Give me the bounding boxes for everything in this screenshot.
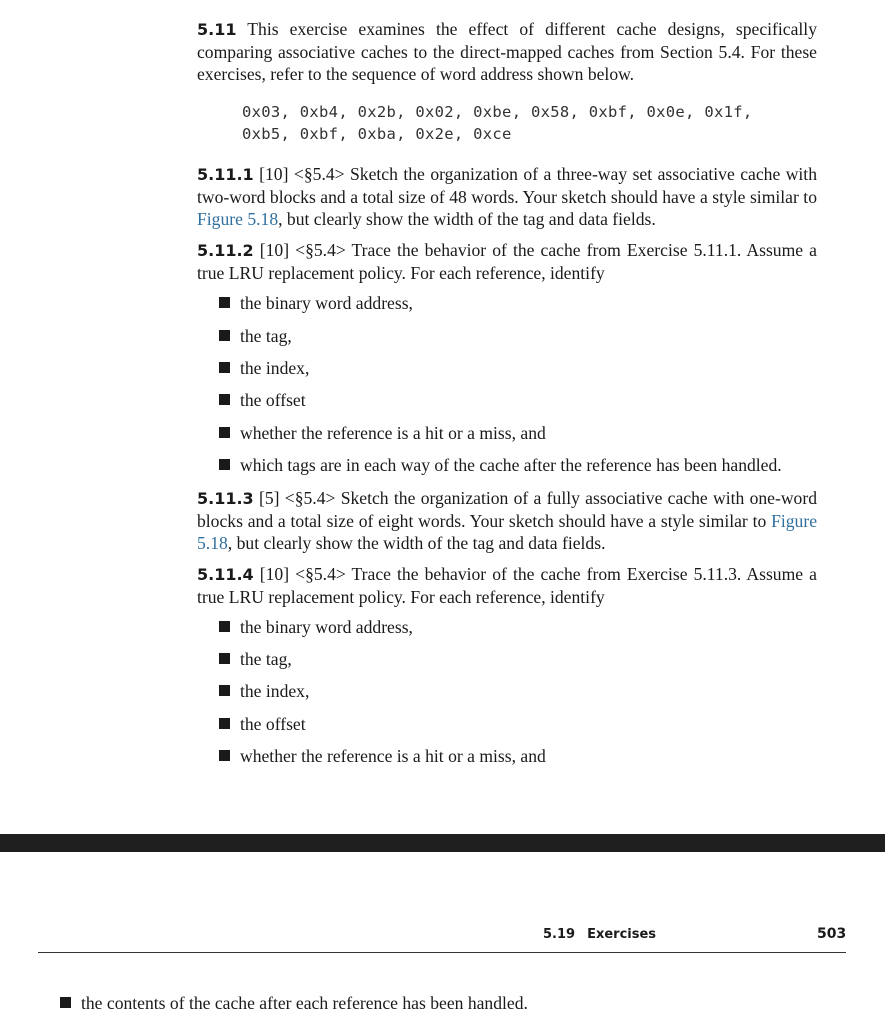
exercise-number: 5.11.2	[197, 241, 254, 260]
address-line-1: 0x03, 0xb4, 0x2b, 0x02, 0xbe, 0x58, 0xbf, 0x0e, 0x1f,	[242, 103, 753, 121]
bullet-square-icon	[219, 621, 230, 632]
bullet-square-icon	[219, 330, 230, 341]
exercise-number: 5.11.1	[197, 165, 254, 184]
exercise-text-cont: , but clearly show the width of the tag and data fields.	[227, 533, 606, 553]
bullet-square-icon	[219, 459, 230, 470]
exercise-text: [10] <§5.4> Trace the behavior of the cache from Exercise 5.11.3. Assume a true LRU replacement policy. For each reference, identify	[197, 564, 817, 607]
bullet-square-icon	[219, 394, 230, 405]
list-item: the offset	[219, 713, 306, 735]
bullet-square-icon	[219, 685, 230, 696]
section-title: Exercises	[587, 927, 657, 942]
exercise-5-11-4	[197, 563, 817, 608]
list-item: the binary word address,	[219, 616, 413, 638]
exercise-text: This exercise examines the effect of different cache designs, specifically comparing associative caches to the direct-mapped caches from Section 5.4. For these exercises, refer to the sequence of word address shown below.	[197, 19, 817, 84]
list-item: the tag,	[219, 325, 292, 347]
bullet-square-icon	[219, 750, 230, 761]
exercise-5-11-2	[197, 239, 817, 284]
page-number: 503	[817, 926, 847, 942]
list-item: whether the reference is a hit or a miss, and	[219, 422, 546, 444]
bullet-square-icon	[60, 997, 71, 1008]
exercise-number: 5.11	[197, 20, 237, 39]
bullet-square-icon	[219, 718, 230, 729]
section-number: 5.19	[543, 927, 576, 942]
exercise-5-11-3	[197, 487, 817, 554]
address-line-2: 0xb5, 0xbf, 0xba, 0x2e, 0xce	[242, 125, 512, 143]
list-item: which tags are in each way of the cache after the reference has been handled.	[219, 454, 782, 476]
list-item: the binary word address,	[219, 292, 413, 314]
bullet-square-icon	[219, 653, 230, 664]
header-rule	[38, 952, 846, 953]
exercise-number: 5.11.4	[197, 565, 254, 584]
bullet-square-icon	[219, 362, 230, 373]
list-item: whether the reference is a hit or a miss, and	[219, 745, 546, 767]
exercise-text: [10] <§5.4> Sketch the organization of a three-way set associative cache with two-word blocks and a total size of 48 words. Your sketch should have a style similar to	[197, 164, 817, 207]
exercise-number: 5.11.3	[197, 489, 254, 508]
list-item: the tag,	[219, 648, 292, 670]
bullet-square-icon	[219, 427, 230, 438]
figure-link[interactable]: Figure 5.18	[197, 209, 279, 229]
bullet-square-icon	[219, 297, 230, 308]
exercise-5-11-1	[197, 163, 817, 230]
running-head	[543, 927, 656, 942]
list-item: the contents of the cache after each reference has been handled.	[60, 992, 528, 1014]
exercise-text: [10] <§5.4> Trace the behavior of the cache from Exercise 5.11.1. Assume a true LRU replacement policy. For each reference, identify	[197, 240, 817, 283]
exercise-5-11	[197, 18, 817, 85]
list-item: the index,	[219, 357, 309, 379]
exercise-text-cont: , but clearly show the width of the tag and data fields.	[278, 209, 656, 229]
exercise-text: [5] <§5.4> Sketch the organization of a fully associative cache with one-word blocks and a total size of eight words. Your sketch should have a style similar to	[197, 488, 817, 531]
list-item: the index,	[219, 680, 309, 702]
page-divider-bar	[0, 834, 885, 852]
figure-link[interactable]: Figure 5.18	[197, 511, 817, 553]
list-item: the offset	[219, 389, 306, 411]
